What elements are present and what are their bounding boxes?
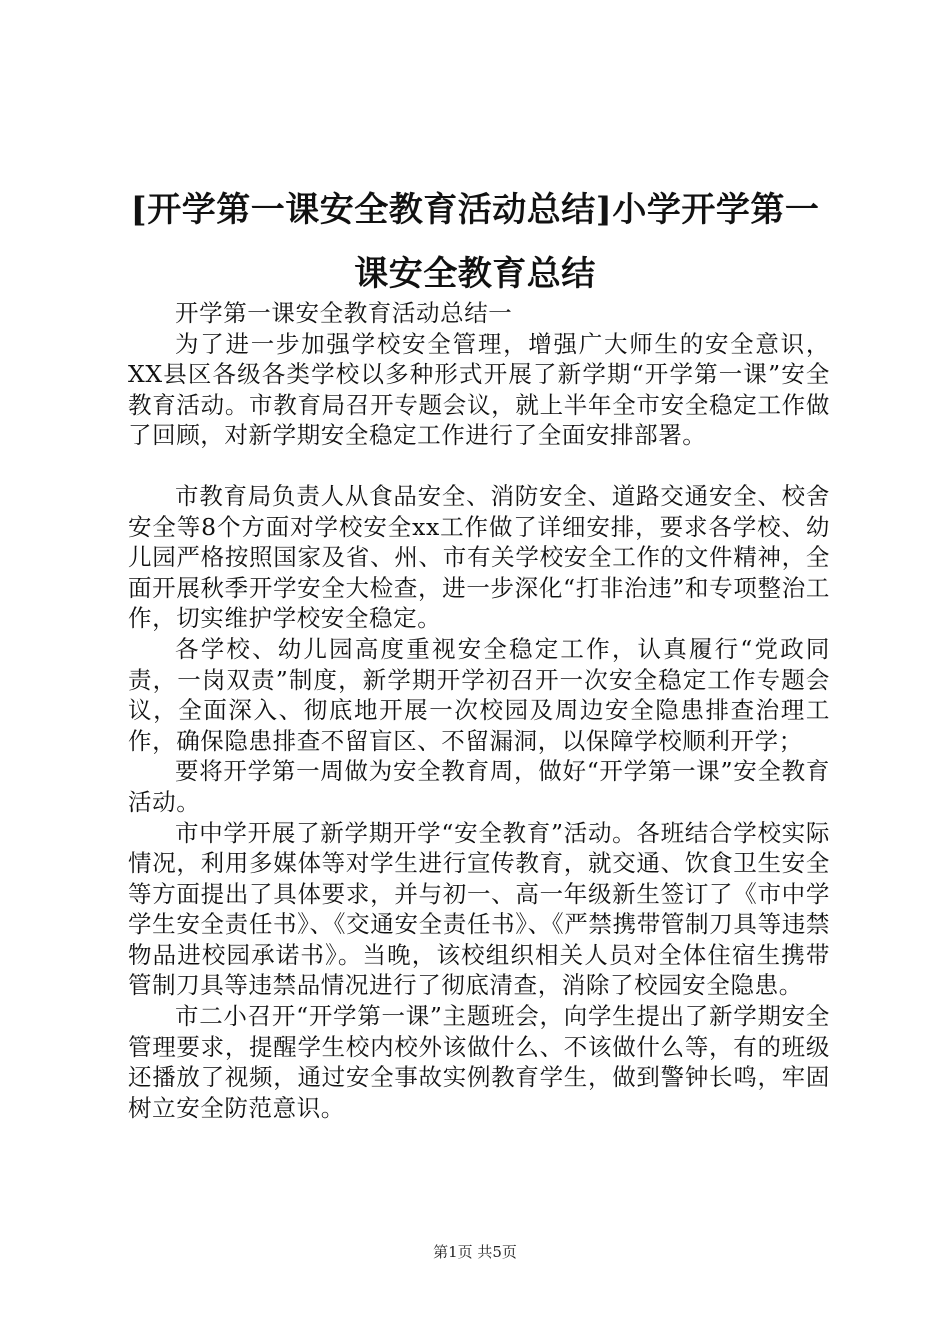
paragraph: 各学校、幼儿园高度重视安全稳定工作，认真履行“党政同责，一岗双责”制度，新学期开学初召开一次安全稳定工作专题会议，全面深入、彻底地开展一次校园及周边安全隐患排查治理工作，确保隐患排查不留盲区、不留漏洞，以保障学校顺利开学； [128, 634, 830, 755]
document-body [128, 298, 830, 1123]
title-line-2: 课安全教育总结 [354, 254, 596, 294]
section-heading: 开学第一课安全教育活动总结一 [175, 299, 513, 327]
paragraph: 市二小召开“开学第一课”主题班会，向学生提出了新学期安全管理要求，提醒学生校内校外该做什么、不该做什么等，有的班级还播放了视频，通过安全事故实例教育学生，做到警钟长鸣，牢固树立安全防范意识。 [128, 1002, 830, 1122]
paragraph: 市中学开展了新学期开学“安全教育”活动。各班结合学校实际情况，利用多媒体等对学生进行宣传教育，就交通、饮食卫生安全等方面提出了具体要求，并与初一、高一年级新生签订了《市中学学生安全责任书》、《交通安全责任书》、《严禁携带管制刀具等违禁物品进校园承诺书》。当晚，该校组织相关人员对全体住宿生携带管制刀具等违禁品情况进行了彻底清查，消除了校园安全隐患。 [128, 818, 830, 1000]
paragraph: 市教育局负责人从食品安全、消防安全、道路交通安全、校舍安全等8个方面对学校安全xx工作做了详细安排，要求各学校、幼儿园严格按照国家及省、州、市有关学校安全工作的文件精神，全面开展秋季开学安全大检查，进一步深化“打非治违”和专项整治工作，切实维护学校安全稳定。 [128, 481, 830, 633]
page-number-footer: 第1页 共5页 [433, 1243, 517, 1261]
paragraph: 为了进一步加强学校安全管理，增强广大师生的安全意识，XX县区各级各类学校以多种形式开展了新学期“开学第一课”安全教育活动。市教育局召开专题会议，就上半年全市安全稳定工作做了回顾，对新学期安全稳定工作进行了全面安排部署。 [128, 329, 830, 450]
document-title [100, 178, 850, 306]
paragraph: 要将开学第一周做为安全教育周，做好“开学第一课”安全教育活动。 [128, 757, 830, 816]
title-line-1: [开学第一课安全教育活动总结]小学开学第一 [130, 190, 820, 230]
